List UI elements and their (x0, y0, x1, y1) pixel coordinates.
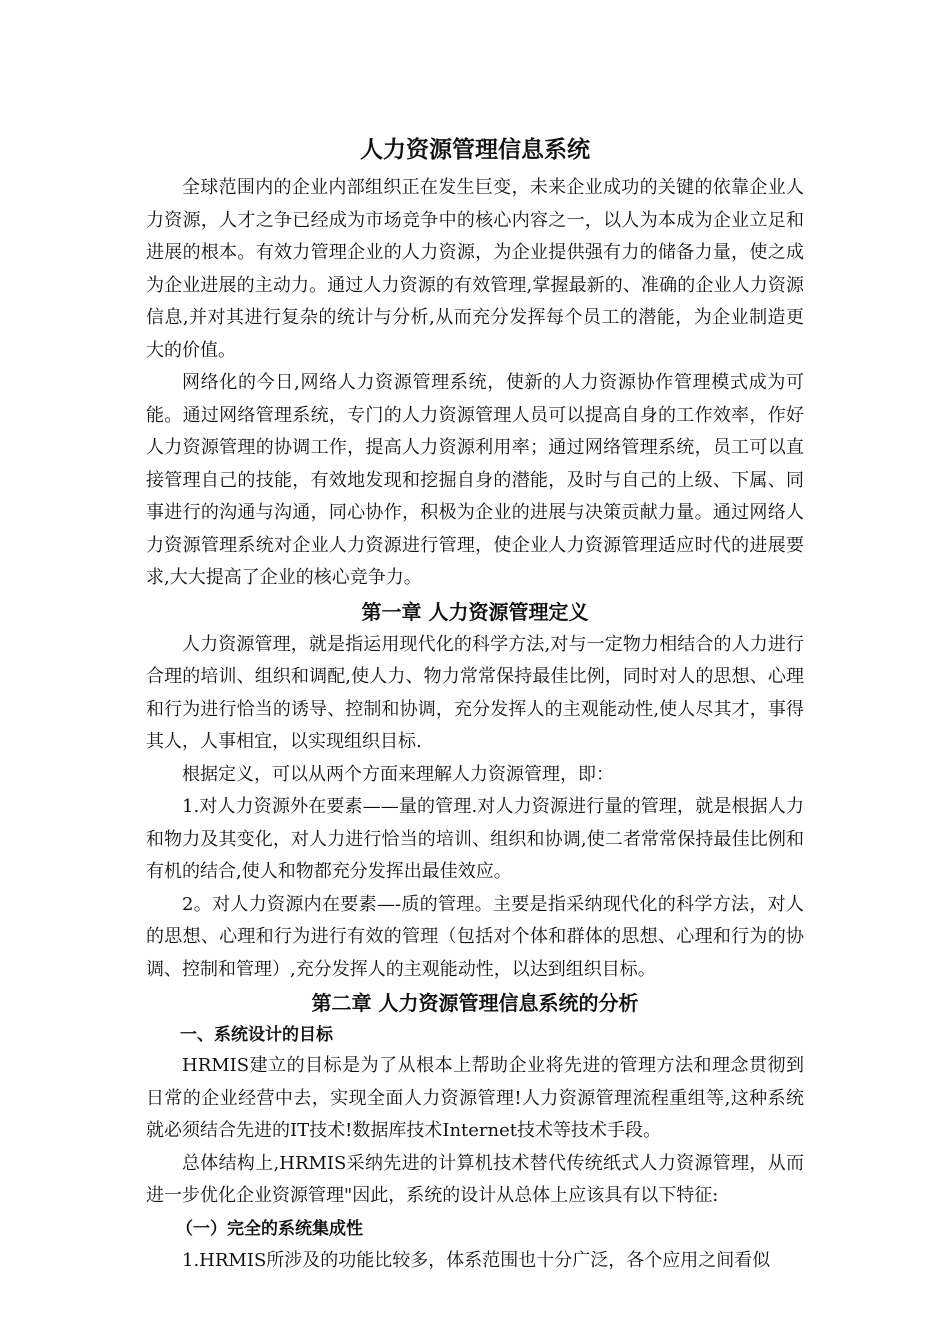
chapter-1-paragraph-1: 人力资源管理，就是指运用现代化的科学方法,对与一定物力相结合的人力进行合理的培训、组织和调配,使人力、物力常常保持最佳比例，同时对人的思想、心理和行为进行恰当的诱导、控制和协调，充分发挥人的主观能动性,使人尽其才，事得其人，人事相宜，以实现组织目标. (146, 633, 804, 752)
section-1-paragraph-2: 总体结构上,HRMIS采纳先进的计算机技术替代传统纸式人力资源管理，从而进一步优化企业资源管理"因此，系统的设计从总体上应该具有以下特征: (146, 1152, 804, 1206)
chapter-1-paragraph-2: 根据定义，可以从两个方面来理解人力资源管理，即： (182, 763, 614, 785)
section-1-paragraph-1: HRMIS建立的目标是为了从根本上帮助企业将先进的管理方法和理念贯彻到日常的企业经营中去，实现全面人力资源管理!人力资源管理流程重组等,这种系统就必须结合先进的IT技术!数据库技术Internet技术等技术手段。 (146, 1055, 804, 1141)
intro-paragraph-1: 全球范围内的企业内部组织正在发生巨变，未来企业成功的关键的依靠企业人力资源，人才之争已经成为市场竞争中的核心内容之一，以人为本成为企业立足和进展的根本。有效力管理企业的人力资源，为企业提供强有力的储备力量，使之成为企业进展的主动力。通过人力资源的有效管理,掌握最新的、准确的企业人力资源信息,并对其进行复杂的统计与分析,从而充分发挥每个员工的潜能，为企业制造更大的价值。 (146, 177, 804, 361)
intro-paragraph-2: 网络化的今日,网络人力资源管理系统，使新的人力资源协作管理模式成为可能。通过网络管理系统，专门的人力资源管理人员可以提高自身的工作效率，作好人力资源管理的协调工作，提高人力资源利用率；通过网络管理系统，员工可以直接管理自己的技能，有效地发现和挖掘自身的潜能，及时与自己的上级、下属、同事进行的沟通与沟通，同心协作，积极为企业的进展与决策贡献力量。通过网络人力资源管理系统对企业人力资源进行管理，使企业人力资源管理适应时代的进展要求,大大提高了企业的核心竞争力。 (146, 372, 804, 588)
chapter-2-heading: 第二章 人力资源管理信息系统的分析 (311, 991, 639, 1015)
subsection-1-paragraph-1: 1.HRMIS所涉及的功能比较多，体系范围也十分广泛，各个应用之间看似 (182, 1249, 771, 1271)
chapter-1-paragraph-3: 1.对人力资源外在要素——量的管理.对人力资源进行量的管理，就是根据人力和物力及其变化，对人力进行恰当的培训、组织和协调,使二者常常保持最佳比例和有机的结合,使人和物都充分发挥出最佳效应。 (146, 796, 804, 882)
chapter-1-heading: 第一章 人力资源管理定义 (361, 599, 589, 624)
section-1-heading: 一、系统设计的目标 (180, 1025, 333, 1045)
chapter-1-paragraph-4: 2。对人力资源内在要素—-质的管理。主要是指采纳现代化的科学方法，对人的思想、心理和行为进行有效的管理（包括对个体和群体的思想、心理和行为的协调、控制和管理）,充分发挥人的主观能动性，以达到组织目标。 (146, 893, 804, 980)
subsection-1-heading: （一）完全的系统集成性 (176, 1218, 363, 1239)
document-title: 人力资源管理信息系统 (360, 137, 590, 163)
